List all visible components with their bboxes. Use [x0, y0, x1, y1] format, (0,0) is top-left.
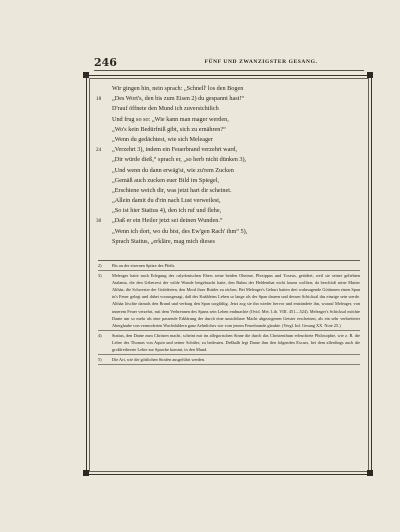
- footnote-marker: 3): [98, 273, 102, 279]
- footnote-separator: [98, 364, 360, 365]
- verse-line: [112, 196, 362, 206]
- verse-line: [112, 155, 362, 165]
- verse-text: Und frug so so: „Wie kann man mager werden,: [112, 115, 229, 123]
- footnote-marker: 4): [98, 332, 102, 338]
- page-header: [94, 56, 364, 70]
- verse-line: [112, 237, 362, 247]
- footnote-separator: [98, 354, 360, 355]
- footnote-separator: [98, 270, 360, 271]
- verse-line: [96, 145, 362, 155]
- verse-text: „Gemäß auch zucken euer Bild im Spiegel,: [112, 176, 220, 184]
- verse-text: D'rauf öffnete den Mund ich zuversichtlich: [112, 105, 219, 113]
- footnote-text: Meleager hatte nach Erlegung des calydonischen Ebers seine beiden Oheime, Plexippus und Toxeus, getödtet, weil sie seiner geliebten Atalanta, die den Ueberrest der wilde Wunde beigebracht hatte, den Ruhm der Heldenthat nicht lassen wollten; da beschloß seine Mutter Althäa, die Schwester der Getödteten, den Mord ihrer Brüder zu rächen. Bei Meleager's Geburt hatten drei wahrsagende Göttinnen einen Span in's Feuer gelegt und dabei vorausgesagt, daß des Knäbleins Leben so lange als der Span dauern und dessen Schicksal das einzige sein werde. Althäa löschte damals den Brand und verbarg den Span sorgfältig. Jetzt zog sie ihn wieder hervor und entzündete ihn, worauf Meleager, von innerem Feuer verzehrt, mit dem Verbrennen des Spans sein Leben endmachte (Ovid. Met. Lib. VIII. 451—524). Meleager's Schicksal möchte Dante um so mehr als eine passende Erklärung der durch eine unsichtbare Macht abgezogenen Geister erscheinen, als ein sehr verbreiteter Aberglaube von vermoderten Wachsbildern ganz Aehnliches wie vom jenem Feuerbrande glaubte. (Vergl. Inf. Gesang XX. Note 25.): [112, 273, 360, 328]
- verse-text: „Verzehrt 3), indem ein Feuerbrand verzehrt ward,: [112, 146, 238, 154]
- verse-text: „Und wenn du dann erwäg'st, wie zu'rem Zucken: [112, 166, 234, 174]
- verse-text: „So ist hier Statius 4), den ich ruf und flehe,: [112, 207, 222, 215]
- footnote-text: Die Art, wie die göttlichen Strafen ausgeführt werden.: [112, 357, 206, 363]
- footnote: [98, 272, 360, 329]
- verse-text: „Wenn ich dort, wo du bist, des Ew'gen Rach' ihm“ 5),: [112, 227, 248, 235]
- frame-corner-ornament: [83, 72, 89, 78]
- verse-line: [112, 125, 362, 135]
- line-number: 18: [96, 96, 102, 103]
- line-number: 24: [96, 147, 102, 154]
- page-number: 246: [94, 56, 117, 69]
- footnote-text: Bis an der eisernen Spitze des Pfeils.: [112, 263, 176, 268]
- footnotes: [98, 262, 360, 366]
- header-rule: [94, 70, 364, 71]
- verse-text: „Wenn du gedächtest, wie sich Meleager: [112, 135, 213, 143]
- verse-line: [112, 135, 362, 145]
- verse-line: [96, 216, 362, 226]
- running-head: FÜNF UND ZWANZIGSTER GESANG.: [204, 59, 318, 65]
- footnote-separator: [98, 330, 360, 331]
- verse-text: Sprach Statius, „erkläre, mag mich dieses: [112, 237, 215, 245]
- verse-text: „Wo's kein Bedürfniß gibt, sich zu ernähren?“: [112, 125, 226, 133]
- verse-line: [112, 206, 362, 216]
- verse-line: [112, 227, 362, 237]
- verse-text: Wir gingen hin, nein sprach: „Schnell' los den Bogen: [112, 85, 244, 92]
- verse-line: [96, 94, 362, 104]
- verse-line: [112, 176, 362, 186]
- frame-corner-ornament: [367, 72, 373, 78]
- verse-block: [96, 84, 362, 247]
- footnote-marker: 5): [98, 357, 102, 363]
- frame-corner-ornament: [367, 470, 373, 476]
- footnote-rule: [98, 260, 360, 261]
- line-number: 30: [96, 218, 102, 225]
- frame-corner-ornament: [83, 470, 89, 476]
- verse-line: [112, 115, 362, 125]
- verse-line: [112, 84, 362, 94]
- footnote: [98, 262, 360, 269]
- footnote-text: Statius, den Dante zum Christen macht, scheint mir im allegorischen Sinne die durch das Christenthum erleuchtete Philosophie, wie z. B. die Lehre des Thomas von Aquin und seiner Schüler, zu bedeuten. Deßhalb legt Dante ihm den folgenden Excurs, bei dem allerdings auch die großfreiherzte Lehre zur Sprache kommt, in den Mund.: [112, 332, 360, 353]
- verse-text: „Dir würde dieß,“ sprach er, „so herb nicht dünken 3),: [112, 156, 247, 164]
- verse-text: „Des Wort's, den bis zum Eisen 2) du gespannt hast!“: [112, 95, 245, 103]
- footnote: [98, 332, 360, 353]
- verse-text: „Erschiene weich dir, was jetzt hart dir scheinet.: [112, 186, 232, 194]
- verse-text: „Daß er ein Heiler jetzt sei deinen Wunden.“: [112, 217, 223, 225]
- verse-line: [112, 166, 362, 176]
- verse-line: [112, 104, 362, 114]
- verse-text: „Allein damit du d'rin nach Lust verweilest,: [112, 197, 221, 205]
- verse-line: [112, 186, 362, 196]
- footnote: [98, 356, 360, 363]
- footnote-marker: 2): [98, 263, 102, 268]
